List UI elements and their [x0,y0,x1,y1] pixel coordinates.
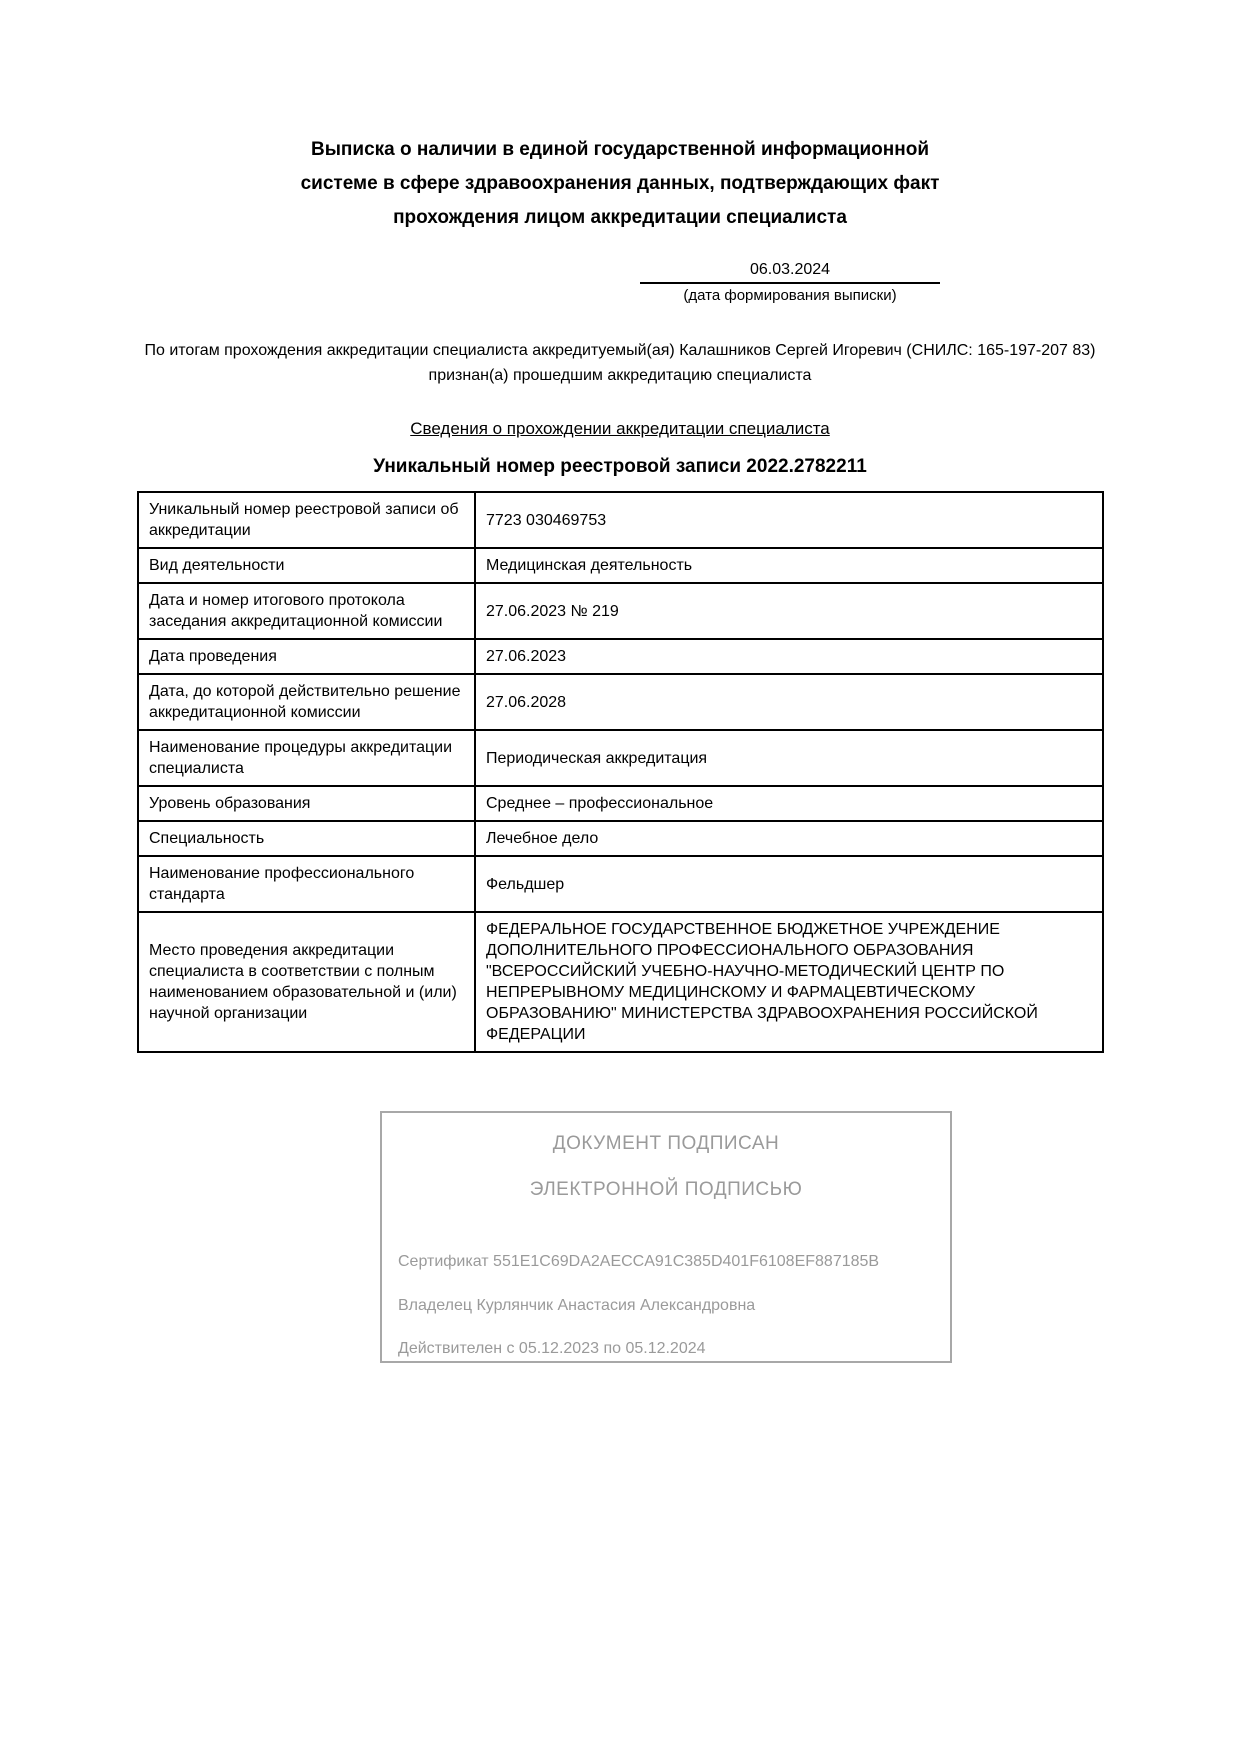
table-row-value: Фельдшер [475,856,1103,912]
document-title-line-2: системе в сфере здравоохранения данных, подтверждающих факт [300,173,940,194]
table-row [138,674,1103,730]
accreditation-details-table [137,491,1104,1053]
document-title-line-3: прохождения лицом аккредитации специалиста [393,207,847,228]
table-row-label: Дата и номер итогового протокола заседания аккредитационной комиссии [138,583,475,639]
accreditation-table-body [138,492,1103,1052]
table-row-value: Медицинская деятельность [475,548,1103,583]
table-row-value: 7723 030469753 [475,492,1103,548]
table-row-label: Уровень образования [138,786,475,821]
table-row-label: Специальность [138,821,475,856]
table-row-value: ФЕДЕРАЛЬНОЕ ГОСУДАРСТВЕННОЕ БЮДЖЕТНОЕ УЧРЕЖДЕНИЕ ДОПОЛНИТЕЛЬНОГО ПРОФЕССИОНАЛЬНОГО ОБРАЗОВАНИЯ "ВСЕРОССИЙСКИЙ УЧЕБНО-НАУЧНО-МЕТОДИЧЕСКИЙ ЦЕНТР ПО НЕПРЕРЫВНОМУ МЕДИЦИНСКОМУ И ФАРМАЦЕВТИЧЕСКОМУ ОБРАЗОВАНИЮ" МИНИСТЕРСТВА ЗДРАВООХРАНЕНИЯ РОССИЙСКОЙ ФЕДЕРАЦИИ [475,912,1103,1052]
table-row-label: Наименование процедуры аккредитации специалиста [138,730,475,786]
table-row [138,856,1103,912]
section-heading: Сведения о прохождении аккредитации специалиста [410,419,830,438]
table-row [138,548,1103,583]
table-row-label: Дата, до которой действительно решение аккредитационной комиссии [138,674,475,730]
electronic-signature-stamp [380,1111,952,1363]
table-row [138,639,1103,674]
table-row [138,730,1103,786]
table-row-value: Лечебное дело [475,821,1103,856]
accreditation-result-paragraph: По итогам прохождения аккредитации специалиста аккредитуемый(ая) Калашников Сергей Игоревич (СНИЛС: 165-197-207 83) признан(а) прошедшим аккредитацию специалиста [144,342,1096,384]
document-title-line-1: Выписка о наличии в единой государственной информационной [310,139,930,160]
table-row-label: Дата проведения [138,639,475,674]
table-row-value: Периодическая аккредитация [475,730,1103,786]
table-row-label: Наименование профессионального стандарта [138,856,475,912]
table-row-value: Среднее – профессиональное [475,786,1103,821]
table-row [138,492,1103,548]
table-row [138,912,1103,1052]
table-row [138,786,1103,821]
table-row-value: 27.06.2023 [475,639,1103,674]
table-row-label: Место проведения аккредитации специалиста в соответствии с полным наименованием образовательной и (или) научной организации [138,912,475,1052]
formation-date-caption: (дата формирования выписки) [683,287,897,304]
table-row [138,583,1103,639]
signature-owner: Владелец Курлянчик Анастасия Александровна [398,1297,756,1314]
registry-number-heading: Уникальный номер реестровой записи 2022.2782211 [373,456,867,477]
formation-date-block [640,261,940,304]
table-row-value: 27.06.2023 № 219 [475,583,1103,639]
table-row [138,821,1103,856]
document-title [0,0,1240,235]
table-row-value: 27.06.2028 [475,674,1103,730]
table-row-label: Уникальный номер реестровой записи об аккредитации [138,492,475,548]
signature-certificate: Сертификат 551E1C69DA2AECCA91C385D401F6108EF887185B [398,1253,880,1270]
signature-heading-line-1: ДОКУМЕНТ ПОДПИСАН [552,1133,780,1154]
signature-heading-line-2: ЭЛЕКТРОННОЙ ПОДПИСЬЮ [529,1179,803,1200]
formation-date-value: 06.03.2024 [640,261,940,284]
table-row-label: Вид деятельности [138,548,475,583]
signature-validity: Действителен с 05.12.2023 по 05.12.2024 [398,1340,706,1357]
